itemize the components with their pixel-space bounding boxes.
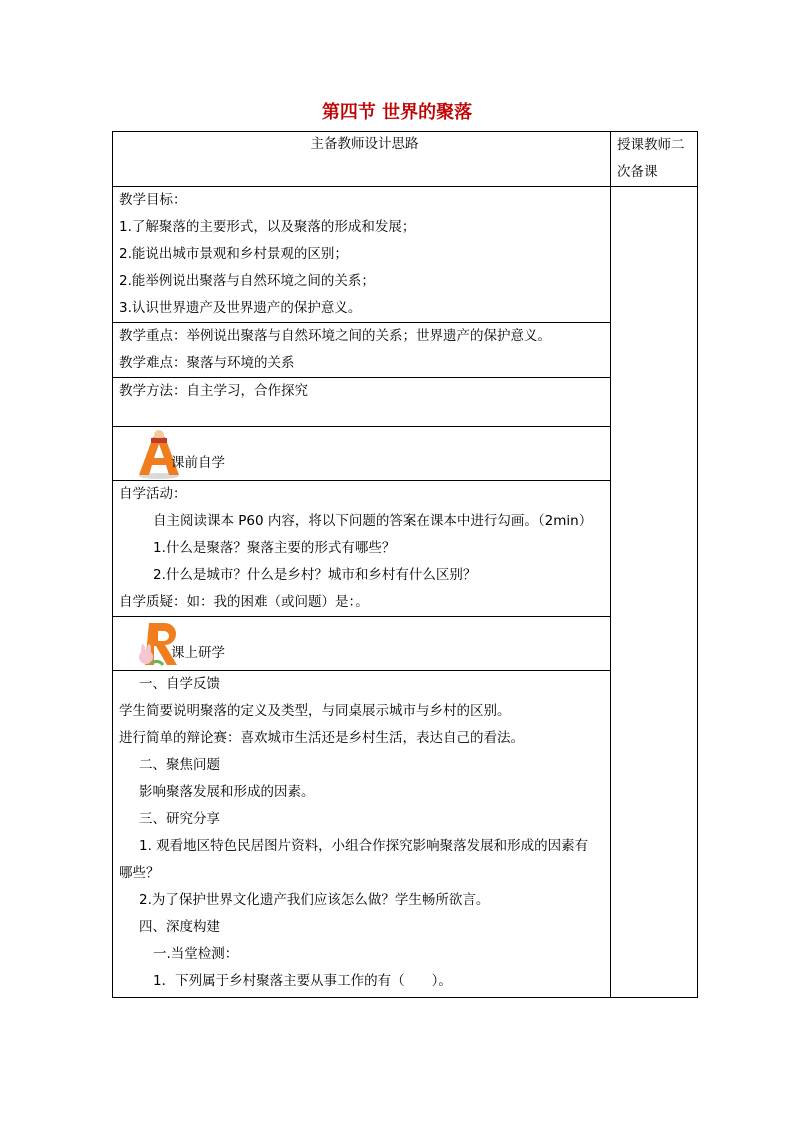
goal-item: 2.能说出城市景观和乡村景观的区别；: [119, 246, 348, 262]
in-class-line: 二、聚焦问题: [139, 757, 220, 773]
method-cell: [113, 378, 611, 427]
in-class-line: 1．下列属于乡村聚落主要从事工作的有（ ）。: [153, 973, 452, 989]
activity-label: 自学活动：: [119, 486, 187, 502]
in-class-header: [113, 617, 611, 671]
in-class-line: 学生简要说明聚落的定义及类型，与同桌展示城市与乡村的区别。: [119, 703, 511, 719]
goals-cell: [113, 187, 611, 323]
in-class-line: 进行简单的辩论赛：喜欢城市生活还是乡村生活，表达自己的看法。: [119, 730, 524, 746]
in-class-line: 四、深度构建: [139, 919, 220, 935]
in-class-line: 影响聚落发展和形成的因素。: [139, 784, 315, 800]
in-class-cell: [113, 671, 611, 998]
method: 教学方法：自主学习，合作探究: [119, 383, 308, 399]
question-item: 1.什么是聚落？聚落主要的形式有哪些？: [153, 540, 396, 556]
in-class-line: 2.为了保护世界文化遗产我们应该怎么做？学生畅所欲言。: [139, 892, 490, 908]
in-class-label: 课上研学: [171, 645, 225, 661]
instruction: 自主阅读课本 P60 内容，将以下问题的答案在课本中进行勾画。（2min）: [153, 513, 593, 529]
in-class-line: 一.当堂检测：: [153, 946, 239, 962]
lesson-plan-table: [112, 131, 698, 998]
goal-item: 1.了解聚落的主要形式，以及聚落的形成和发展；: [119, 219, 416, 235]
in-class-line: 1. 观看地区特色民居图片资料，小组合作探究影响聚落发展和形成的因素有: [139, 838, 589, 854]
revision-column: [611, 187, 698, 998]
pre-study-cell: [113, 481, 611, 617]
header-designer: [113, 132, 611, 187]
goals-label: 教学目标：: [119, 192, 187, 208]
goal-item: 3.认识世界遗产及世界遗产的保护意义。: [119, 300, 362, 316]
page-title: 第四节 世界的聚落: [321, 102, 473, 123]
header-left-label: 主备教师设计思路: [310, 136, 419, 152]
question-item: 2.什么是城市？什么是乡村？城市和乡村有什么区别？: [153, 567, 477, 583]
goal-item: 2.能举例说出聚落与自然环境之间的关系；: [119, 273, 375, 289]
in-class-line: 三、研究分享: [139, 811, 220, 827]
in-class-line: 一、自学反馈: [139, 676, 220, 692]
header-revision: [611, 132, 698, 187]
key-points: 教学重点：举例说出聚落与自然环境之间的关系；世界遗产的保护意义。: [119, 328, 551, 344]
in-class-line: 哪些？: [119, 865, 160, 881]
key-points-cell: [113, 323, 611, 378]
difficulty: 教学难点：聚落与环境的关系: [119, 355, 295, 371]
pre-study-label: 课前自学: [171, 455, 225, 471]
header-right-label: 授课教师二次备课: [617, 137, 685, 180]
pre-study-header: [113, 427, 611, 481]
doubt-line: 自学质疑：如：我的困难（或问题）是：。: [119, 594, 369, 610]
